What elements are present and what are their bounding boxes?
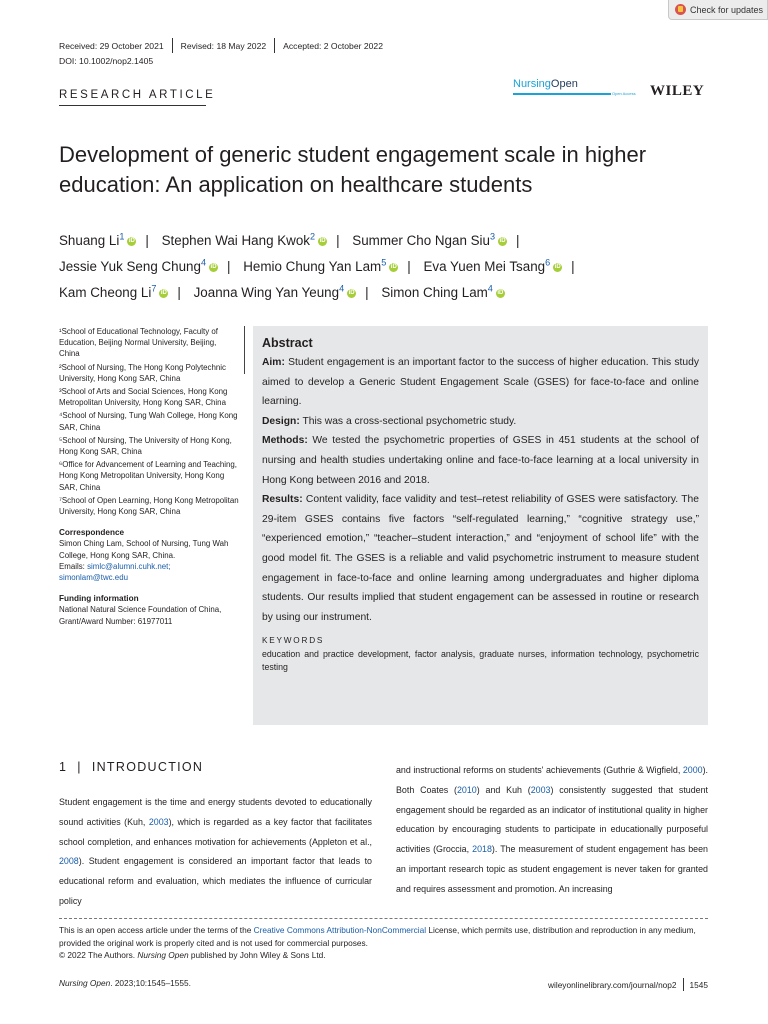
- citation-link[interactable]: 2000: [682, 765, 703, 775]
- author-name: Jessie Yuk Seng Chung: [59, 259, 201, 274]
- footer-url[interactable]: wileyonlinelibrary.com/journal/nop2: [548, 979, 677, 990]
- author[interactable]: [424, 259, 563, 274]
- author-separator: |: [227, 259, 231, 274]
- footnote-divider: [59, 918, 708, 919]
- section-heading: [59, 760, 203, 774]
- divider: [683, 978, 684, 991]
- divider: [59, 105, 206, 106]
- author-affiliation-number: 2: [309, 231, 316, 242]
- orcid-icon[interactable]: iD: [128, 237, 135, 244]
- orcid-icon[interactable]: iD: [554, 263, 561, 270]
- funding-heading: Funding information: [59, 594, 139, 604]
- author[interactable]: [243, 259, 398, 274]
- author-name: Hemio Chung Yan Lam: [243, 259, 382, 274]
- check-for-updates-button[interactable]: [668, 0, 768, 20]
- affiliation: ¹School of Educational Technology, Faculty of Education, Beijing Normal University, Beijing, China: [59, 327, 218, 359]
- article-title: Development of generic student engagement scale in higher education: An application on healthcare students: [59, 142, 647, 197]
- section-number: 1: [59, 760, 68, 774]
- aim-text: Student engagement is an important factor to the success of higher education. This study aimed to develop a Generic Student Engagement Scale (GSES) for face-to-face and online learning.: [262, 357, 699, 408]
- copyright: [59, 950, 326, 960]
- abstract-methods: [262, 431, 699, 490]
- citation-link[interactable]: 2010: [457, 784, 477, 795]
- body-column-left: [59, 793, 372, 912]
- author-separator: |: [516, 233, 520, 248]
- license-text: [59, 924, 719, 950]
- affiliation: ⁷School of Open Learning, Hong Kong Metropolitan University, Hong Kong SAR, China: [59, 495, 239, 517]
- correspondence-text: [59, 538, 239, 583]
- author-affiliation-number: 1: [119, 231, 125, 242]
- body-column-right: [396, 761, 708, 900]
- author-name: Simon Ching Lam: [381, 285, 488, 300]
- author-affiliation-number: 7: [151, 283, 157, 294]
- design-text: This was a cross-sectional psychometric study.: [302, 415, 517, 427]
- author-name: Shuang Li: [59, 233, 120, 248]
- journal-logo[interactable]: [513, 78, 578, 90]
- email-link[interactable]: simlc@alumni.cuhk.net;: [87, 561, 171, 571]
- author-name: Eva Yuen Mei Tsang: [423, 259, 546, 274]
- affiliation: ⁵School of Nursing, The University of Hong Kong, Hong Kong SAR, China: [59, 435, 232, 457]
- journal-name-part2: Open: [550, 78, 578, 90]
- author-affiliation-number: 3: [489, 231, 496, 242]
- license-pre: This is an open access article under the terms of the: [59, 925, 254, 935]
- orcid-icon[interactable]: iD: [348, 289, 355, 296]
- copyright-journal: Nursing Open: [137, 950, 189, 960]
- affiliation: ⁶Office for Advancement of Learning and Teaching, Hong Kong Metropolitan University, Hong Kong SAR, China: [59, 460, 237, 492]
- abstract-aim: [262, 353, 699, 412]
- author[interactable]: [194, 285, 357, 300]
- funding-text: National Natural Science Foundation of China, Grant/Award Number: 61977011: [59, 605, 222, 626]
- email-link[interactable]: simonlam@twc.edu: [59, 573, 128, 583]
- body-text: ). Student engagement is considered an important factor that leads to educational reform and evaluation, which mediates the influence of curricular policy: [59, 856, 372, 906]
- divider: [244, 326, 245, 374]
- author-list: [59, 228, 719, 306]
- abstract-box: [253, 326, 708, 725]
- author[interactable]: [59, 233, 136, 248]
- author-separator: |: [407, 259, 411, 274]
- keywords-heading: KEYWORDS: [262, 636, 325, 646]
- affiliation: ⁴School of Nursing, Tung Wah College, Hong Kong SAR, China: [59, 411, 238, 432]
- author[interactable]: [59, 259, 218, 274]
- check-updates-label: Check for updates: [690, 4, 764, 15]
- orcid-icon[interactable]: iD: [319, 237, 326, 244]
- emails-label: Emails:: [59, 561, 85, 571]
- affiliation: ³School of Arts and Social Sciences, Hong Kong Metropolitan University, Hong Kong SAR, China: [59, 387, 228, 408]
- body-text: ). The measurement of student engagement has been an important research topic as student engagement is never taken for granted and requires assessment and promotion. An increasing: [396, 844, 708, 894]
- orcid-icon[interactable]: iD: [497, 289, 504, 296]
- abstract-heading: Abstract: [262, 336, 313, 350]
- author[interactable]: [162, 233, 327, 248]
- author-name: Summer Cho Ngan Siu: [352, 233, 490, 248]
- article-dates: [59, 38, 391, 53]
- author-affiliation-number: 5: [381, 257, 387, 268]
- body-text: ) and Kuh (: [476, 784, 531, 795]
- author-affiliation-number: 6: [545, 257, 551, 268]
- citation-link[interactable]: 2003: [148, 816, 169, 827]
- body-text: ) consistently suggested that student engagement should be regarded as an indicator of institutional quality in higher education by encouraging students to participate in educationally purposeful activities (Groccia,: [396, 784, 709, 855]
- author-affiliation-number: 4: [487, 283, 493, 294]
- article-type: RESEARCH ARTICLE: [59, 89, 216, 101]
- body-text: Student engagement is the time and energy students devoted to educationally sound activities (Kuh,: [59, 797, 372, 827]
- author-separator: |: [571, 259, 575, 274]
- affiliation: ²School of Nursing, The Hong Kong Polytechnic University, Hong Kong SAR, China: [59, 362, 226, 383]
- author-name: Kam Cheong Li: [59, 285, 152, 300]
- copyright-post: published by John Wiley & Sons Ltd.: [188, 950, 326, 960]
- open-access-label: Open Access: [612, 91, 636, 96]
- author-separator: |: [365, 285, 369, 300]
- body-text: and instructional reforms on students' achievements (Guthrie & Wigfield,: [396, 765, 683, 775]
- citation-link[interactable]: 2018: [472, 844, 492, 855]
- results-text: Content validity, face validity and test–retest reliability of GSES were satisfactory. The 29-item GSES contains five factors “self-regulated learning,” “cognitive strategy use,” “experienced emotion,” “teacher–student interaction,” and “enjoyment of school life” with the good model fit. The GSES is a reliable and valid psychometric instrument to measure student engagement in face-to-face and online learning among undergraduates and higher diploma students. Our results implied that student engagement can be assessed in routine or research by using our instrument.: [262, 494, 699, 623]
- author-name: Stephen Wai Hang Kwok: [161, 233, 310, 248]
- aim-label: Aim:: [262, 357, 285, 368]
- footer-right: [548, 978, 708, 991]
- license-post: License, which permits use, distribution and reproduction in any medium, provided the original work is properly cited and is not used for commercial purposes.: [59, 925, 696, 948]
- copyright-pre: © 2022 The Authors.: [59, 950, 138, 960]
- section-title: INTRODUCTION: [91, 760, 204, 774]
- received-date: Received: 29 October 2021: [59, 40, 164, 51]
- author-name: Joanna Wing Yan Yeung: [193, 285, 340, 300]
- license-link[interactable]: Creative Commons Attribution-NonCommercial: [253, 925, 427, 935]
- methods-text: We tested the psychometric properties of GSES in 451 students at the school of nursing and health studies undertaking online and face-to-face learning at a local university in Hong Kong between 2016 and 2018.: [262, 435, 699, 486]
- author-affiliation-number: 4: [200, 257, 207, 268]
- doi: DOI: 10.1002/nop2.1405: [59, 56, 154, 66]
- correspondence-address: Simon Ching Lam, School of Nursing, Tung Wah College, Hong Kong SAR, China.: [59, 539, 229, 560]
- orcid-icon[interactable]: iD: [499, 237, 506, 244]
- revised-date: Revised: 18 May 2022: [180, 40, 267, 51]
- divider: |: [77, 760, 82, 774]
- journal-logo-bar: [513, 93, 611, 95]
- accepted-date: Accepted: 2 October 2022: [283, 40, 383, 51]
- footer-citation-text: . 2023;10:1545–1555.: [110, 978, 191, 988]
- author-separator: |: [336, 233, 340, 248]
- author[interactable]: [352, 233, 507, 248]
- footer-citation: [59, 978, 191, 988]
- affiliation-list: [59, 326, 239, 517]
- abstract-design: [262, 412, 699, 432]
- orcid-icon[interactable]: iD: [390, 263, 397, 270]
- abstract-results: [262, 490, 699, 627]
- affiliation-column: [59, 326, 239, 627]
- page-number: 1545: [689, 979, 708, 990]
- check-updates-icon: [675, 4, 686, 15]
- orcid-icon[interactable]: iD: [160, 289, 167, 296]
- publisher-logo[interactable]: WILEY: [650, 83, 705, 99]
- orcid-icon[interactable]: iD: [210, 263, 217, 270]
- footer-journal: Nursing Open: [59, 978, 111, 988]
- author[interactable]: [59, 285, 168, 300]
- author[interactable]: [381, 285, 505, 300]
- correspondence-heading: Correspondence: [59, 528, 125, 538]
- author-separator: |: [145, 233, 149, 248]
- design-label: Design:: [262, 415, 300, 427]
- citation-link[interactable]: 2003: [530, 784, 551, 795]
- body-text: ), which is regarded as a key factor that facilitates school completion, and enhances motivation for achievements (Appleton et al.,: [59, 816, 372, 847]
- journal-name-part1: Nursing: [513, 78, 551, 90]
- body-text: ). Both Coates (: [396, 765, 708, 795]
- author-affiliation-number: 4: [339, 283, 345, 294]
- keywords-text: education and practice development, factor analysis, graduate nurses, information technology, psychometric testing: [262, 649, 699, 673]
- author-separator: |: [177, 285, 181, 300]
- methods-label: Methods:: [262, 435, 308, 447]
- citation-link[interactable]: 2008: [59, 856, 79, 867]
- results-label: Results:: [262, 494, 303, 506]
